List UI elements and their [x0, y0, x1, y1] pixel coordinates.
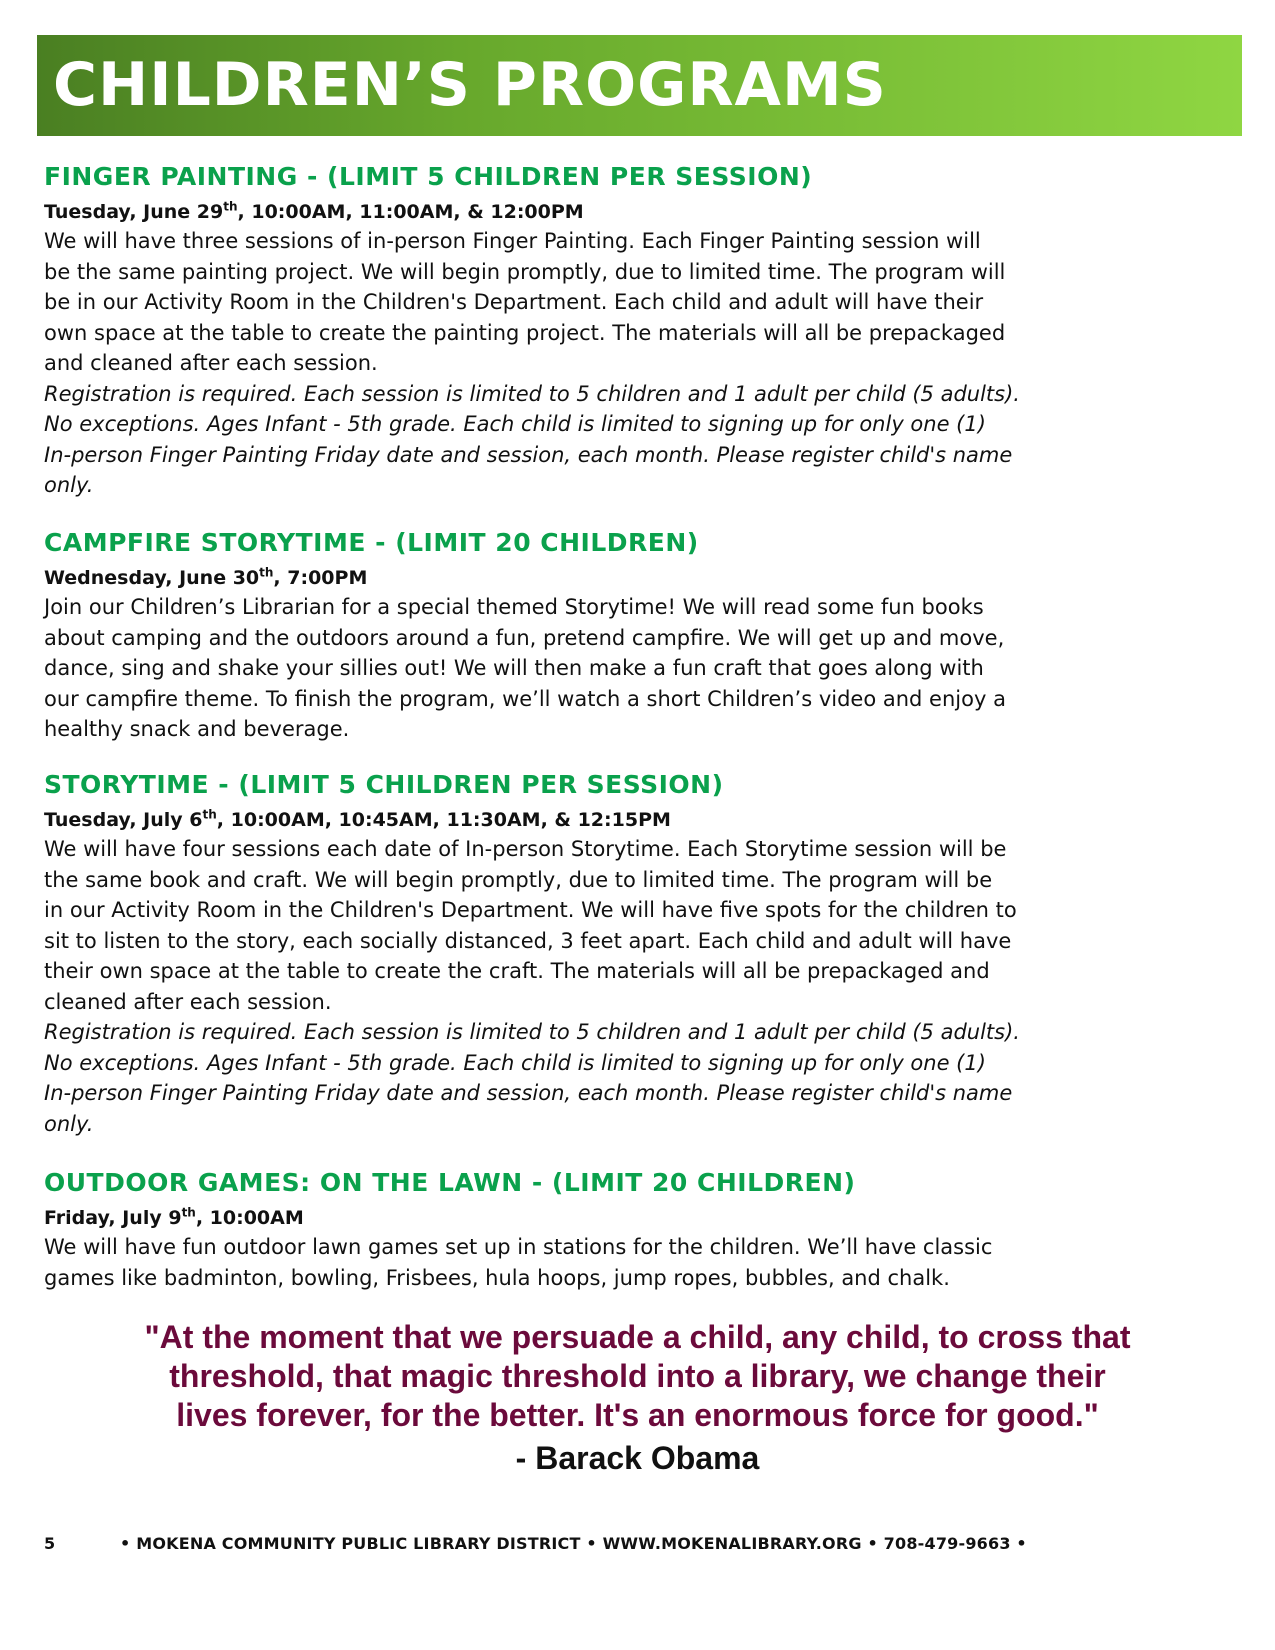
- note-line: No exceptions. Ages Infant - 5th grade. Each child is limited to signing up for only one (1): [44, 1050, 986, 1075]
- quote-line: "At the moment that we persuade a child, any child, to cross that: [144, 1319, 1131, 1355]
- header-banner: [37, 35, 1242, 136]
- description-line: in our Activity Room in the Children's Department. We will have five spots for the children to: [44, 898, 1017, 922]
- note-line: No exceptions. Ages Infant - 5th grade. Each child is limited to signing up for only one (1): [44, 412, 986, 436]
- note-line: In-person Finger Painting Friday date and session, each month. Please register child's name: [44, 442, 1013, 467]
- program-title: CAMPFIRE STORYTIME - (LIMIT 20 CHILDREN): [44, 528, 699, 557]
- description-line: sit to listen to the story, each socially distanced, 3 feet apart. Each child and adult will have: [44, 928, 1012, 953]
- quote-line: threshold, that magic threshold into a library, we change their: [169, 1358, 1106, 1394]
- description-line: We will have four sessions each date of In-person Storytime. Each Storytime session will be: [44, 837, 1007, 861]
- program-description: [44, 1232, 1234, 1293]
- program-title: STORYTIME - (LIMIT 5 CHILDREN PER SESSION): [44, 770, 724, 799]
- description-line: We will have three sessions of in-person Finger Painting. Each Finger Painting session will: [44, 229, 981, 253]
- description-line: the same book and craft. We will begin promptly, due to limited time. The program will be: [44, 867, 993, 892]
- description-line: cleaned after each session.: [44, 989, 332, 1014]
- note-line: only.: [44, 1111, 94, 1136]
- quote-attribution: - Barack Obama: [515, 1440, 760, 1476]
- program-storytime: [44, 770, 1234, 1139]
- program-date: Wednesday, June 30th, 7:00PM: [44, 565, 368, 589]
- program-description: [44, 834, 1234, 1017]
- program-title: FINGER PAINTING - (LIMIT 5 CHILDREN PER SESSION): [44, 162, 813, 191]
- program-description: [44, 226, 1234, 379]
- registration-note: [44, 379, 1234, 501]
- description-line: our campfire theme. To finish the program, we’ll watch a short Children’s video and enjoy a: [44, 686, 1006, 711]
- description-line: We will have fun outdoor lawn games set up in stations for the children. We’ll have classic: [44, 1235, 993, 1259]
- description-line: their own space at the table to create the craft. The materials will all be prepackaged and: [44, 959, 990, 983]
- description-line: Join our Children’s Librarian for a special themed Storytime! We will read some fun books: [44, 595, 984, 619]
- program-outdoor-games: [44, 1168, 1234, 1293]
- description-line: about camping and the outdoors around a fun, pretend campfire. We will get up and move,: [44, 625, 1005, 650]
- footer-contact: • MOKENA COMMUNITY PUBLIC LIBRARY DISTRICT • WWW.MOKENALIBRARY.ORG • 708-479-9663 •: [120, 1534, 1027, 1553]
- program-date: Tuesday, July 6th, 10:00AM, 10:45AM, 11:30AM, & 12:15PM: [44, 807, 671, 831]
- description-line: dance, sing and shake your sillies out! We will then make a fun craft that goes along with: [44, 656, 984, 680]
- quote: [40, 1318, 1235, 1435]
- description-line: be in our Activity Room in the Children's Department. Each child and adult will have their: [44, 290, 984, 314]
- program-finger-painting: [44, 162, 1234, 501]
- description-line: games like badminton, bowling, Frisbees, hula hoops, jump ropes, bubbles, and chalk.: [44, 1265, 950, 1290]
- page-number: 5: [44, 1534, 56, 1553]
- page-footer: [44, 1534, 1234, 1560]
- program-title: OUTDOOR GAMES: ON THE LAWN - (LIMIT 20 CHILDREN): [44, 1168, 856, 1197]
- description-line: healthy snack and beverage.: [44, 717, 350, 741]
- registration-note: [44, 1017, 1234, 1139]
- program-campfire-storytime: [44, 528, 1234, 745]
- description-line: and cleaned after each session.: [44, 351, 378, 375]
- note-line: Registration is required. Each session is limited to 5 children and 1 adult per child (5 adults).: [44, 381, 1020, 406]
- program-date: Friday, July 9th, 10:00AM: [44, 1205, 304, 1229]
- page-title: CHILDREN’S PROGRAMS: [53, 50, 887, 120]
- program-date: Tuesday, June 29th, 10:00AM, 11:00AM, & 12:00PM: [44, 199, 584, 223]
- description-line: own space at the table to create the painting project. The materials will all be prepackaged: [44, 320, 1006, 345]
- description-line: be the same painting project. We will begin promptly, due to limited time. The program will: [44, 259, 1006, 284]
- program-description: [44, 592, 1234, 745]
- quote-line: lives forever, for the better. It's an enormous force for good.": [176, 1397, 1099, 1433]
- note-line: In-person Finger Painting Friday date and session, each month. Please register child's name: [44, 1081, 1013, 1105]
- note-line: only.: [44, 473, 94, 497]
- note-line: Registration is required. Each session is limited to 5 children and 1 adult per child (5 adults).: [44, 1020, 1020, 1044]
